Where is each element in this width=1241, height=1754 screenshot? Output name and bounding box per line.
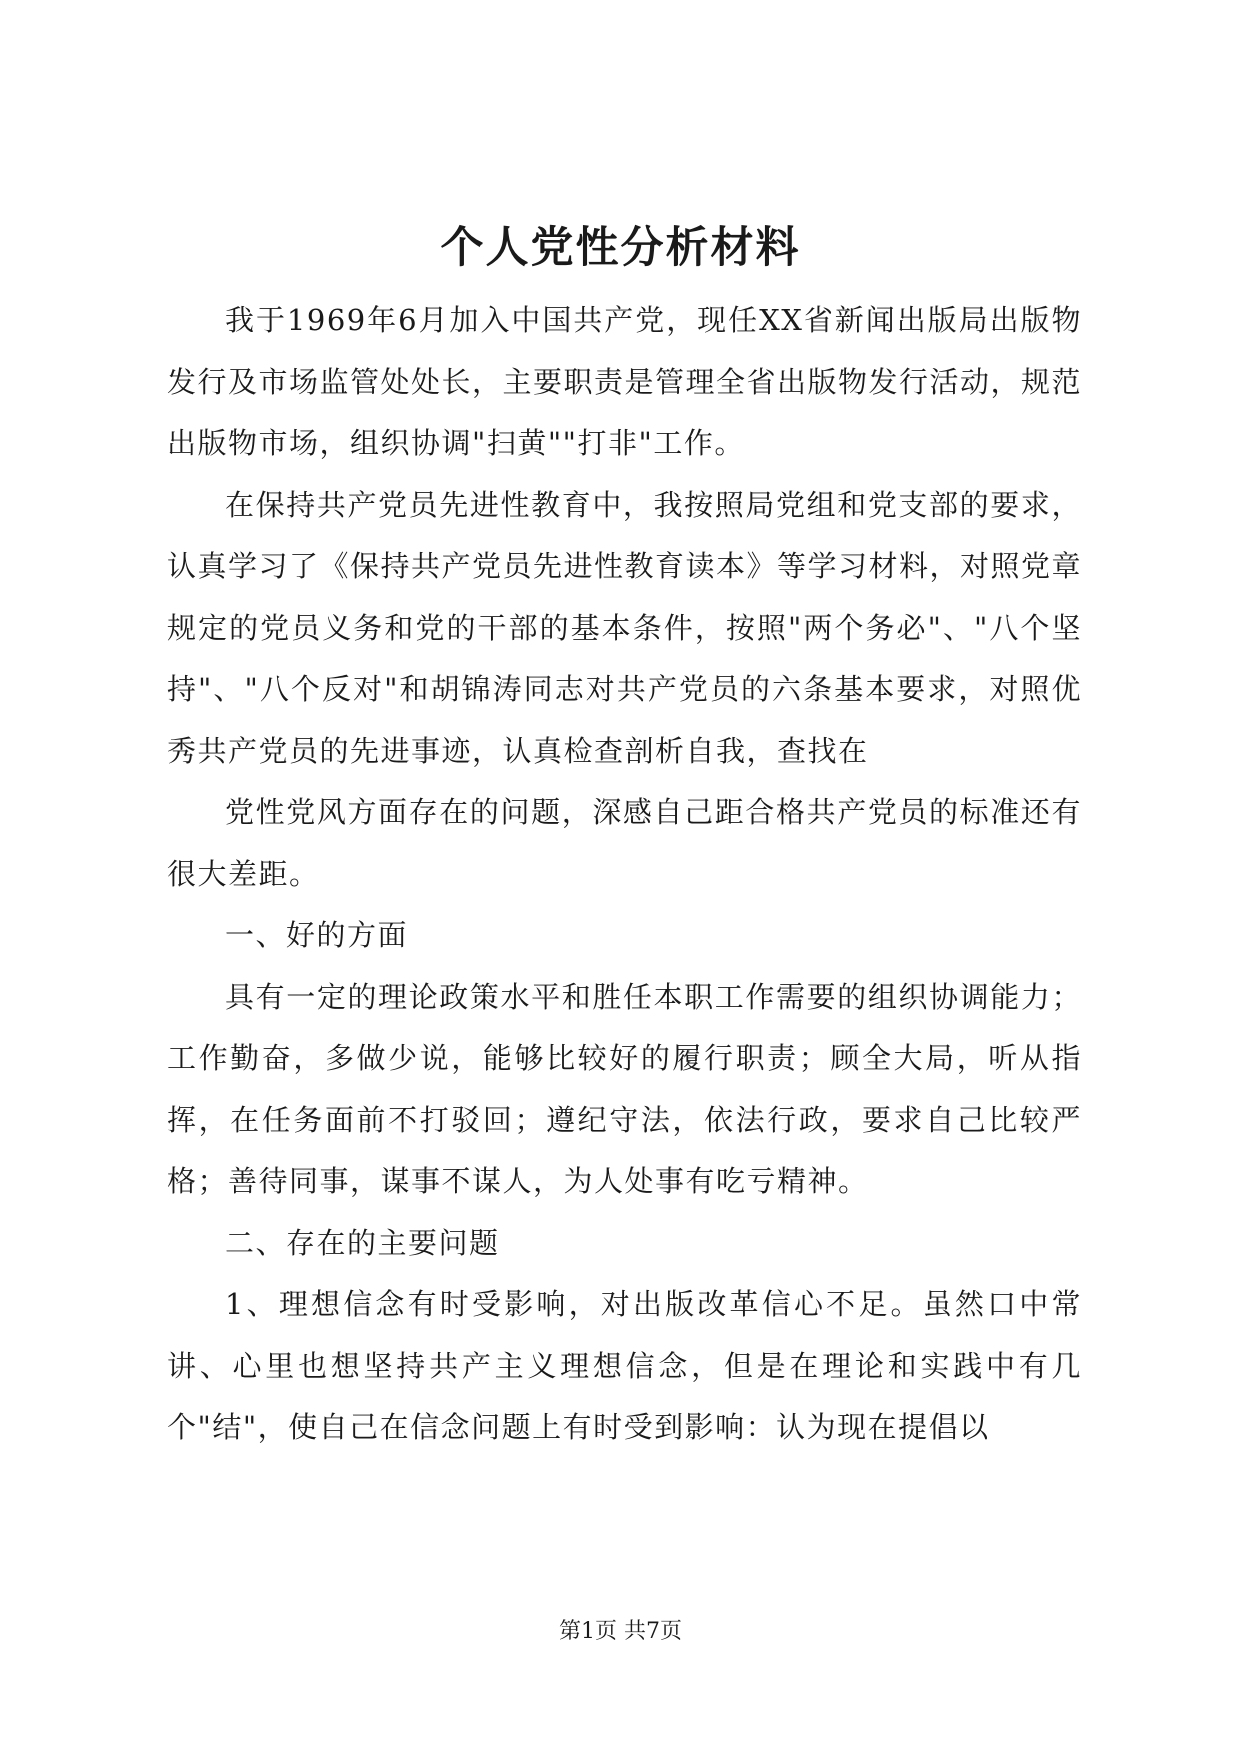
section-heading-main-problems: 二、存在的主要问题 [225, 1225, 500, 1260]
paragraph-problems-summary: 党性党风方面存在的问题，深感自己距合格共产党员的标准还有很大差距。 [167, 795, 1082, 891]
paragraph-intro: 我于1969年6月加入中国共产党，现任XX省新闻出版局出版物发行及市场监管处处长，主要职责是管理全省出版物发行活动，规范出版物市场，组织协调"扫黄""打非"工作。 [167, 303, 1083, 460]
section-heading-good-aspects: 一、好的方面 [225, 918, 409, 952]
paragraph-good-aspects: 具有一定的理论政策水平和胜任本职工作需要的组织协调能力；工作勤奋，多做少说，能够比较好的履行职责；顾全大局，听从指挥，在任务面前不打驳回；遵纪守法，依法行政，要求自己比较严格；善待同事，谋事不谋人，为人处事有吃亏精神。 [167, 979, 1082, 1198]
document-title: 个人党性分析材料 [440, 223, 801, 273]
document-body [167, 290, 1082, 1459]
paragraph-education: 在保持共产党员先进性教育中，我按照局党组和党支部的要求，认真学习了《保持共产党员先进性教育读本》等学习材料，对照党章规定的党员义务和党的干部的基本条件，按照"两个务必"、"八个坚持"、"八个反对"和胡锦涛同志对共产党员的六条基本要求，对照优秀共产党员的先进事迹，认真检查剖析自我，查找在 [167, 487, 1083, 768]
paragraph-problem-1: 1、理想信念有时受影响，对出版改革信心不足。虽然口中常讲、心里也想坚持共产主义理想信念，但是在理论和实践中有几个"结"，使自己在信念问题上有时受到影响：认为现在提倡以 [167, 1287, 1082, 1444]
page-number-footer: 第1页 共7页 [559, 1619, 682, 1644]
